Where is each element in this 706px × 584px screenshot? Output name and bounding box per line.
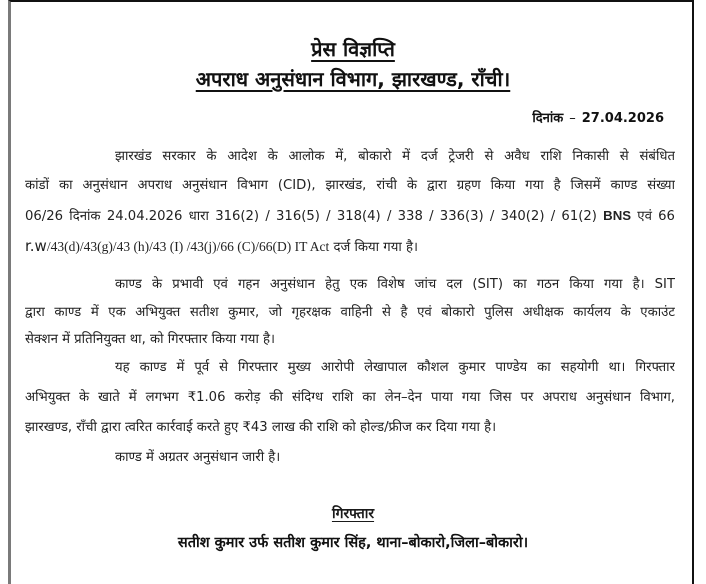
paragraph-2-line-2: द्वारा काण्ड में एक अभियुक्त सतीश कुमार, जो गृहरक्षक वाहिनी से है एवं बोकारो पुलिस अधीक्षक कार्यलय के एकाउंट bbox=[25, 305, 675, 320]
conjunction: एवं bbox=[637, 209, 652, 224]
paragraph-1-line-2: कांडों का अनुसंधान अपराध अनुसंधान विभाग (CID), झारखंड, रांची के द्वारा ग्रहण किया गया है जिसमें काण्ड संख्या bbox=[25, 178, 675, 193]
bns-act: BNS bbox=[603, 208, 632, 223]
paragraph-1-line-3 bbox=[25, 206, 675, 226]
case-date: 24.04.2026 bbox=[106, 209, 183, 224]
paragraph-2-line-3: सेक्शन में प्रतिनियुक्त था, को गिरफ्तार किया गया है। bbox=[25, 332, 276, 347]
it-act-sections: /43(d)/43(g)/43 (h)/43 (I) /43(j)/66 (C)/66(D) IT Act bbox=[46, 239, 330, 254]
paragraph-1-line-4 bbox=[25, 236, 675, 258]
case-date-label: दिनांक bbox=[69, 209, 101, 224]
date-separator: – bbox=[569, 111, 576, 126]
it-section: 66 bbox=[658, 209, 675, 224]
paragraph-4-line-1: काण्ड में अग्रतर अनुसंधान जारी है। bbox=[115, 450, 281, 465]
arrested-heading bbox=[0, 504, 706, 524]
paragraph-3-line-3: झारखण्ड, राँची द्वारा त्वरित कार्रवाई करते हुए ₹43 लाख की राशि को होल्ड/फ्रीज कर दिया गया है। bbox=[25, 420, 497, 435]
department-title bbox=[0, 66, 706, 92]
case-number: 06/26 bbox=[25, 209, 64, 224]
press-release-title bbox=[0, 36, 706, 62]
date-label: दिनांक bbox=[532, 111, 564, 126]
registered-text: दर्ज किया गया है। bbox=[333, 240, 418, 255]
department-title-text: अपराध अनुसंधान विभाग, झारखण्ड, राँची। bbox=[195, 67, 511, 91]
arrested-heading-text: गिरफ्तार bbox=[331, 506, 375, 522]
paragraph-3-line-1: यह काण्ड में पूर्व से गिरफ्तार मुख्य आरोपी लेखापाल कौशल कुमार पाण्डेय का सहयोगी था। गिरफ्तार bbox=[115, 360, 675, 375]
read-with-prefix: r.w bbox=[25, 237, 47, 255]
release-date bbox=[532, 110, 664, 128]
paragraph-2-line-1: काण्ड के प्रभावी एवं गहन अनुसंधान हेतु एक विशेष जांच दल (SIT) का गठन किया गया है। SIT bbox=[115, 277, 675, 292]
date-value: 27.04.2026 bbox=[581, 111, 664, 126]
paragraph-1-line-1: झारखंड सरकार के आदेश के आलोक में, बोकारो में दर्ज ट्रेजरी से अवैध राशि निकासी से संबंधित bbox=[115, 149, 675, 164]
bns-sections: 316(2) / 316(5) / 318(4) / 338 / 336(3) / 340(2) / 61(2) bbox=[215, 209, 597, 224]
section-label: धारा bbox=[188, 209, 209, 224]
arrested-person-details: सतीश कुमार उर्फ सतीश कुमार सिंह, थाना–बोकारो,जिला–बोकारो। bbox=[177, 535, 529, 551]
press-release-title-text: प्रेस विज्ञप्ति bbox=[311, 37, 395, 61]
paragraph-3-line-2: अभियुक्त के खाते में लगभग ₹1.06 करोड़ की संदिग्ध राशि का लेन–देन पाया गया जिस पर अपराध अनुसंधान विभाग, bbox=[25, 390, 675, 405]
